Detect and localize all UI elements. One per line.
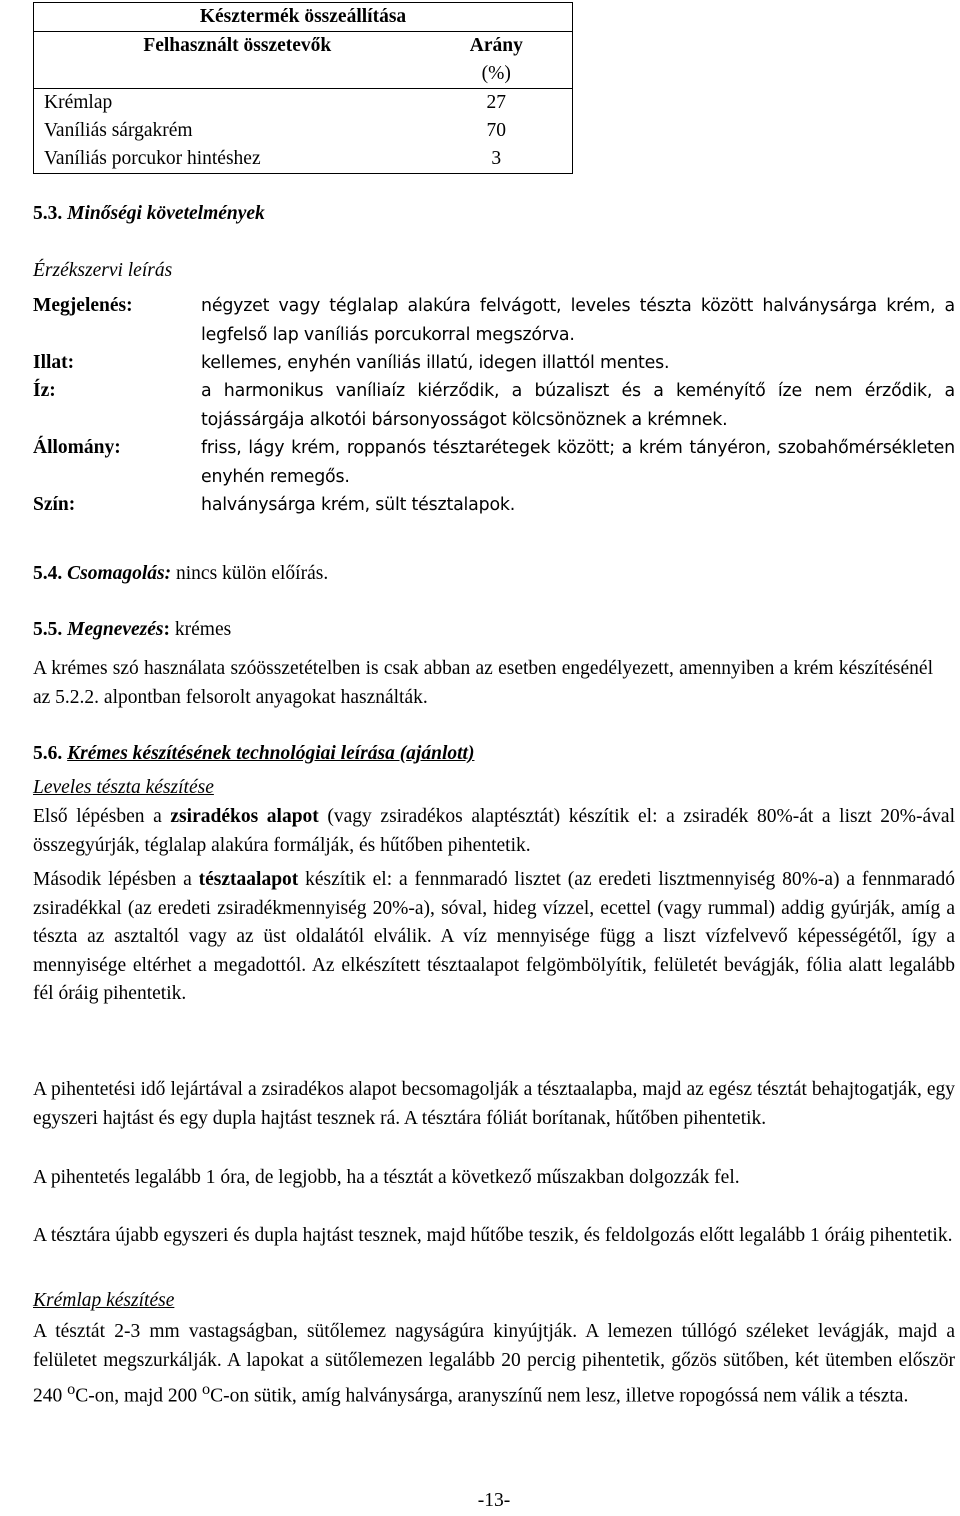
naming-paragraph: A krémes szó használata szóösszetételben is csak abban az esetben engedélyezett, amennyiben a krém készítésénél az 5.2.2. alpontban felsorolt anyagokat használták. <box>33 658 933 708</box>
paragraph-step-5: A tésztára újabb egyszeri és dupla hajtást tesznek, majd hűtőbe teszik, és feldolgozás előtt legalább 1 óráig pihentetik. <box>33 1225 953 1246</box>
table-cell-ingredient: Krémlap <box>34 89 441 118</box>
paragraph-step-4: A pihentetés legalább 1 óra, de legjobb, ha a tésztát a következő műszakban dolgozzák fel. <box>33 1167 740 1188</box>
section-heading-5-6: 5.6. Krémes készítésének technológiai leírása (ajánlott) <box>33 743 475 764</box>
sensory-text: a harmonikus vaníliaíz kiérződik, a búzaliszt és a keményítő íze nem érződik, a tojássárgája alkotói bársonyosságot kölcsönöznek a krémnek. <box>201 381 955 430</box>
paragraph-step-2: Második lépésben a tésztaalapot készítik el: a fennmaradó lisztet (az eredeti lisztmennyiség 80%-a) a fennmaradó zsiradékkal (az eredeti zsiradékmennyiség 20%-a), sóval, hideg vízzel, ecettel (vagy rummal) addig gyúrják, amíg a tészta az asztaltól vagy az üst oldalától elválik. A víz mennyisége függ a liszt vízfelvevő képességétől, így a mennyisége eltérhet a megadottól. Az elkészített tésztaalapot felgömbölyítik, felületét bevágják, fólia alatt legalább fél óráig pihentetik. <box>33 869 955 1004</box>
table-cell-ratio: 70 <box>441 117 573 145</box>
column-header-ratio: Arány (%) <box>441 32 573 89</box>
table-title: Késztermék összeállítása <box>34 3 573 32</box>
sensory-item-smell <box>33 349 955 377</box>
section-heading-5-3: 5.3. Minőségi követelmények <box>33 203 265 224</box>
sensory-item-texture <box>33 434 955 491</box>
sensory-text: friss, lágy krém, roppanós tésztarétegek között; a krém tányéron, szobahőmérsékleten enyhén remegős. <box>201 438 955 487</box>
sensory-item-color <box>33 491 955 519</box>
paragraph-cream-sheet: A tésztát 2-3 mm vastagságban, sütőlemez nagyságúra kinyújtják. A lemezen túllógó széleket levágják, majd a felületet megszurkálják. A lapokat a sütőlemezen legalább 20 percig pihentetik, gőzös sütőben, két ütemben először 240 $^o$C-on, majd 200 $^o$C-on sütik, amíg halványsárga, aranyszínű nem lesz, illetve ropogóssá nem válik a tészta. <box>33 1321 955 1407</box>
paragraph-step-3: A pihentetési idő lejártával a zsiradékos alapot becsomagolják a tésztaalapba, majd az egész tésztát behajtogatják, egy egyszeri hajtást és egy dupla hajtást tesznek rá. A tésztára fóliát borítanak, hűtőben pihentetik. <box>33 1079 955 1129</box>
page-number: -13- <box>477 1490 511 1511</box>
sensory-label: Megjelenés: <box>33 295 133 316</box>
paragraph-step-1: Első lépésben a zsiradékos alapot (vagy zsiradékos alaptésztát) készítik el: a zsiradék 80%-át a liszt 20%-ával összegyúrják, téglalap alakúra formálják, és hűtőben pihentetik. <box>33 806 955 856</box>
table-cell-ingredient: Vaníliás porcukor hintéshez <box>34 145 441 174</box>
sensory-text: négyzet vagy téglalap alakúra felvágott, leveles tészta között halványsárga krém, a legfelső lap vaníliás porcukorral megszórva. <box>201 296 955 345</box>
column-header-ingredient: Felhasznált összetevők <box>34 32 441 89</box>
table-cell-ratio: 27 <box>441 89 573 118</box>
composition-table <box>33 2 573 174</box>
sensory-subtitle: Érzékszervi leírás <box>33 260 173 281</box>
sensory-list <box>33 292 955 519</box>
sensory-label: Íz: <box>33 380 56 401</box>
sensory-label: Illat: <box>33 352 75 373</box>
subheading-cream-sheet: Krémlap készítése <box>33 1290 175 1311</box>
sensory-item-appearance <box>33 292 955 349</box>
sensory-text: halványsárga krém, sült tésztalapok. <box>201 495 516 515</box>
section-5-4: 5.4. Csomagolás: nincs külön előírás. <box>33 563 329 584</box>
table-cell-ratio: 3 <box>441 145 573 174</box>
sensory-item-taste <box>33 377 955 434</box>
sensory-label: Szín: <box>33 494 76 515</box>
table-cell-ingredient: Vaníliás sárgakrém <box>34 117 441 145</box>
sensory-label: Állomány: <box>33 437 121 458</box>
subheading-puff-pastry: Leveles tészta készítése <box>33 777 214 798</box>
sensory-text: kellemes, enyhén vaníliás illatú, idegen illattól mentes. <box>201 353 670 373</box>
section-5-5: 5.5. Megnevezés: krémes <box>33 619 232 640</box>
